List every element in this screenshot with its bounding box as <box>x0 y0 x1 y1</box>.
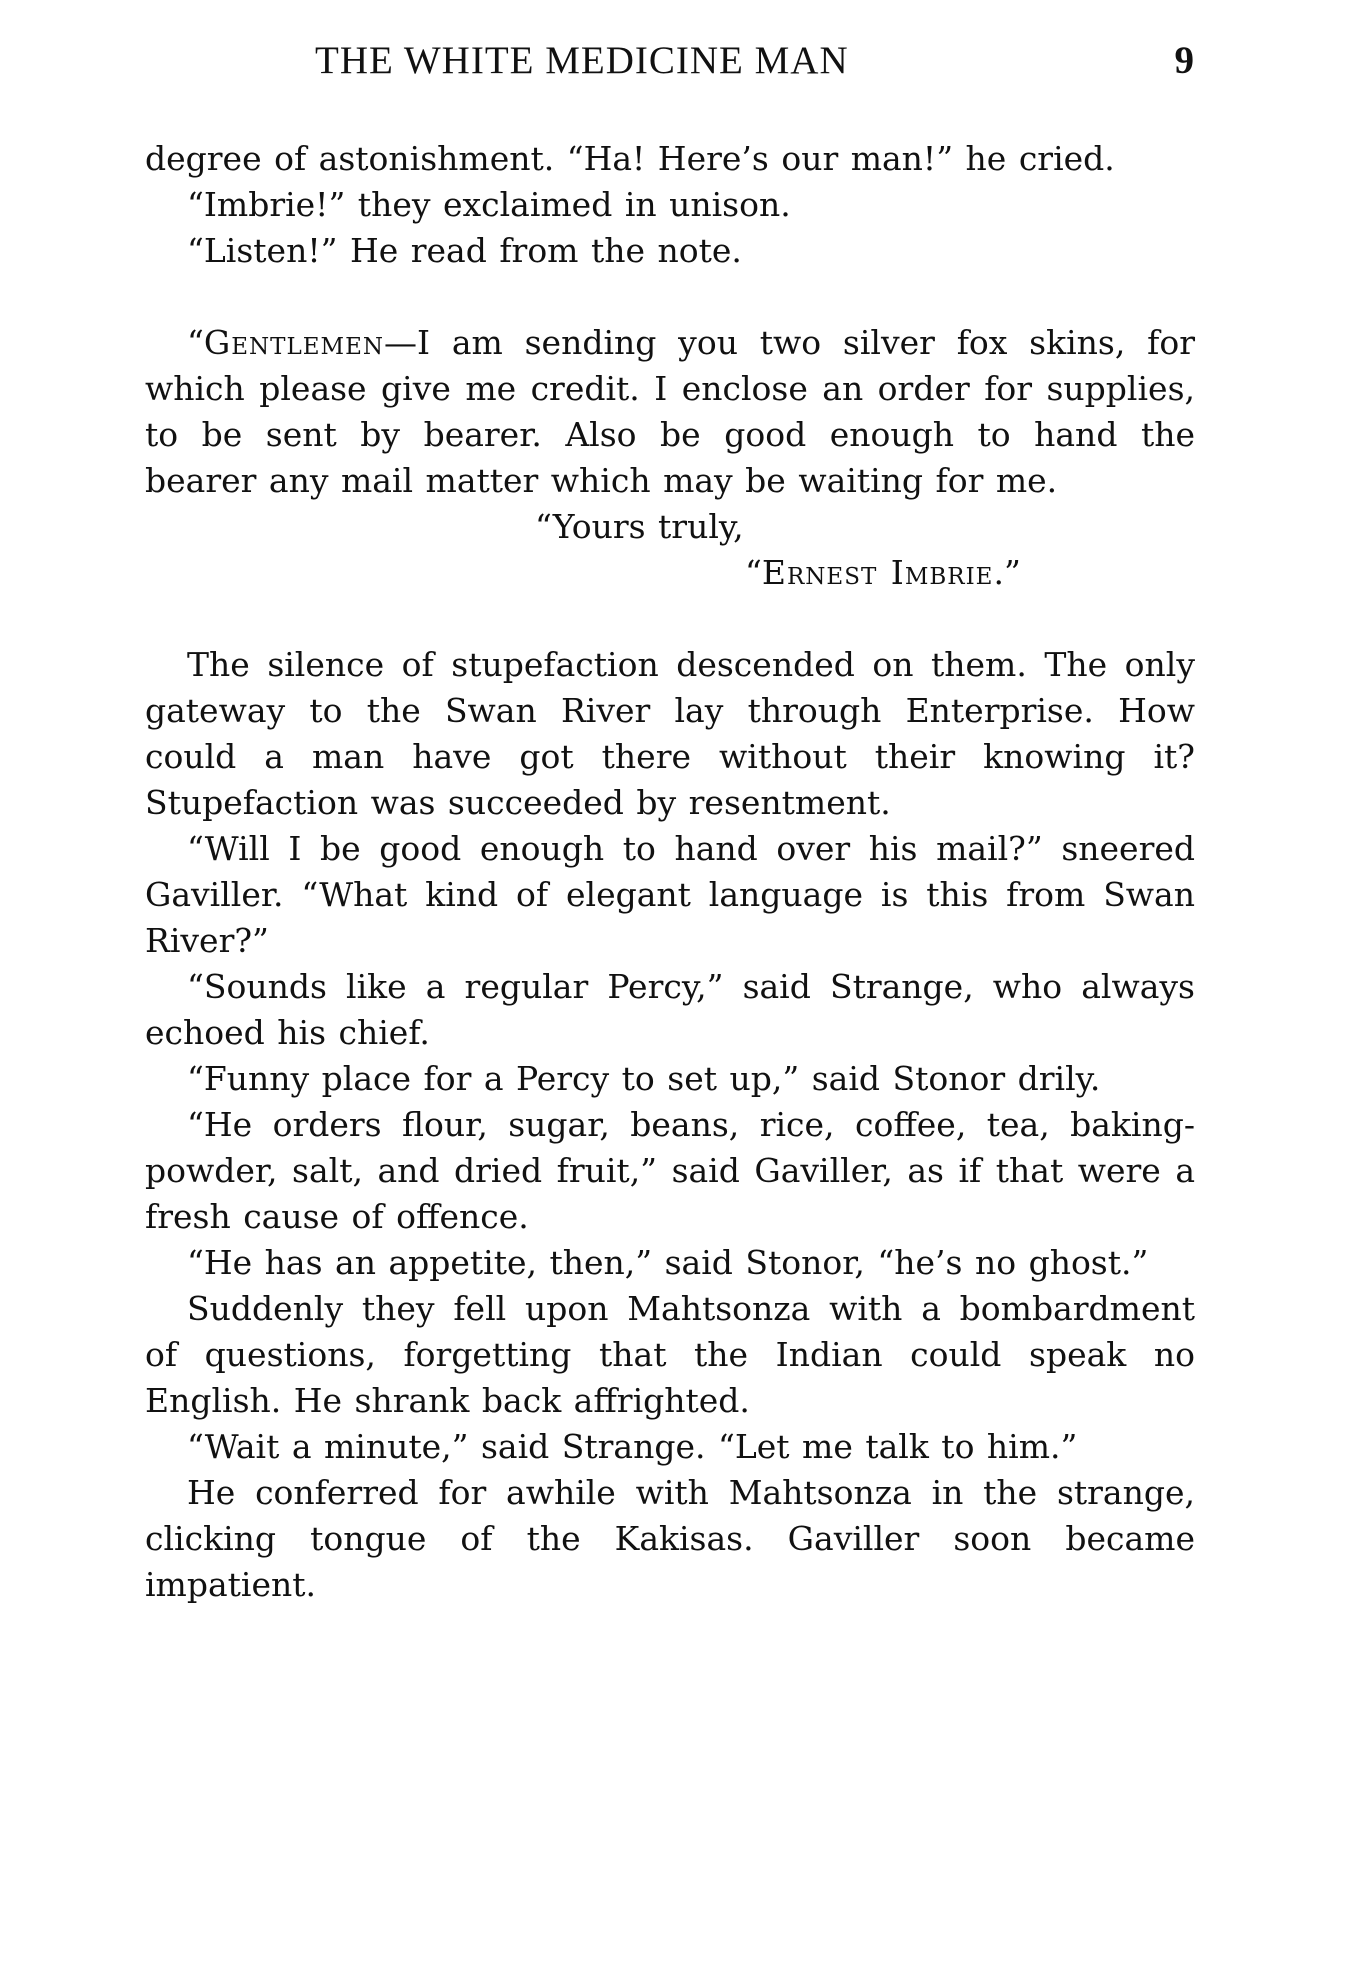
paragraph-9: “He has an appetite, then,” said Stonor, “he’s no ghost.” <box>187 1243 1149 1282</box>
letter-closing: “Yours truly, <box>535 507 744 546</box>
paragraph-8: “He orders flour, sugar, beans, rice, coffee, tea, baking-powder, salt, and dried fruit,” said Gaviller, as if that were a fresh cause of offence. <box>145 1105 1195 1236</box>
letter-signature: Ernest Imbrie <box>761 553 994 592</box>
paragraph-7: “Funny place for a Percy to set up,” said Stonor drily. <box>187 1059 1101 1098</box>
running-head <box>145 38 1195 90</box>
book-page <box>145 38 1195 1608</box>
letter-signature-quote: “ <box>745 553 762 592</box>
letter-salutation-quote: “ <box>187 323 204 362</box>
section-gap <box>145 274 1195 320</box>
letter-signature-line <box>145 550 1195 596</box>
paragraph-3: “Listen!” He read from the note. <box>187 231 742 270</box>
paragraph-12: He conferred for awhile with Mahtsonza in the strange, clicking tongue of the Kakisas. Gaviller soon became impatient. <box>145 1473 1195 1604</box>
paragraph-6: “Sounds like a regular Percy,” said Strange, who always echoed his chief. <box>145 967 1195 1052</box>
letter-body <box>145 320 1195 504</box>
paragraph-4: The silence of stupefaction descended on them. The only gateway to the Swan River lay through Enterprise. How could a man have got there without their knowing it? Stupefaction was succeeded by resentment. <box>145 645 1195 822</box>
paragraph-2: “Imbrie!” they exclaimed in unison. <box>187 185 791 224</box>
section-gap <box>145 596 1195 642</box>
paragraph-1: degree of astonishment. “Ha! Here’s our man!” he cried. <box>145 139 1115 178</box>
paragraph-10: Suddenly they fell upon Mahtsonza with a bombardment of questions, forgetting that the Indian could speak no English. He shrank back affrighted. <box>145 1289 1195 1420</box>
paragraph-5: “Will I be good enough to hand over his mail?” sneered Gaviller. “What kind of elegant language is this from Swan River?” <box>145 829 1195 960</box>
letter-signature-close: .” <box>993 553 1021 592</box>
paragraph-11: “Wait a minute,” said Strange. “Let me talk to him.” <box>187 1427 1078 1466</box>
chapter-title: THE WHITE MEDICINE MAN <box>315 39 849 82</box>
page-number: 9 <box>1174 39 1195 82</box>
letter-salutation: Gentlemen <box>203 323 385 362</box>
body-text <box>145 136 1195 1608</box>
letter-text: —I am sending you two silver fox skins, for which please give me credit. I enclose an order for supplies, to be sent by bearer. Also be good enough to hand the bearer any mail matter which may be waiting for me. <box>145 323 1195 500</box>
